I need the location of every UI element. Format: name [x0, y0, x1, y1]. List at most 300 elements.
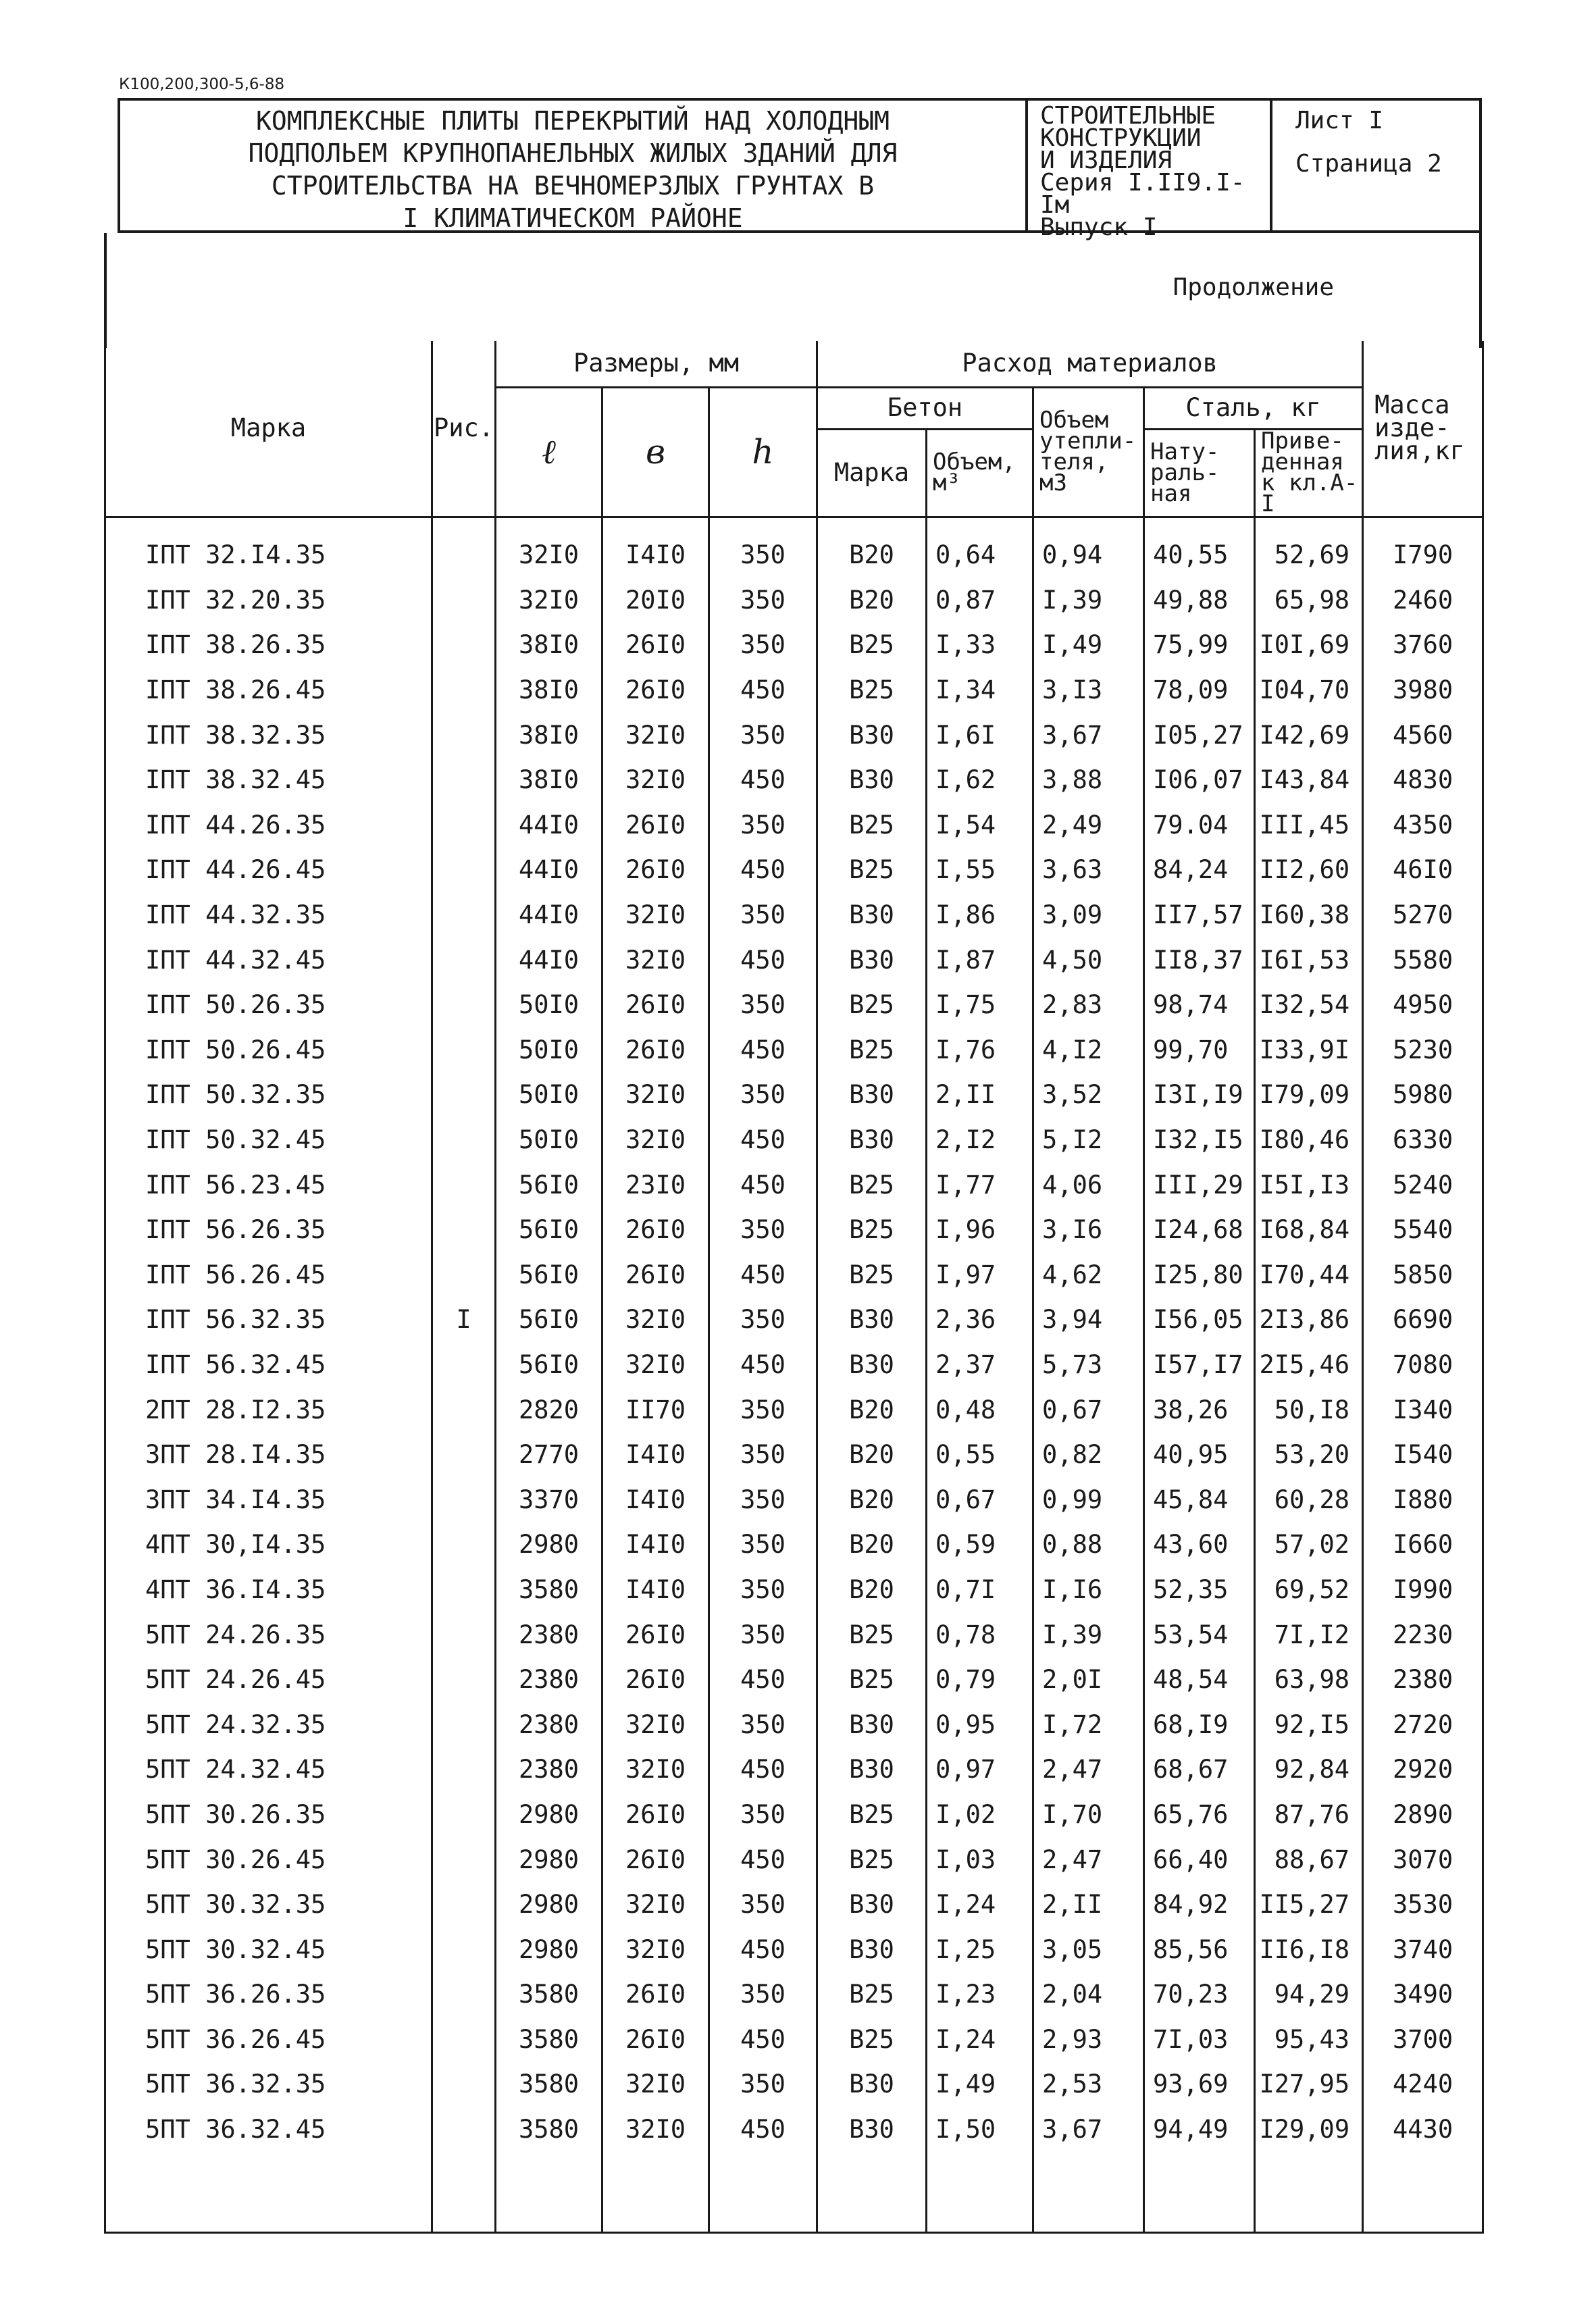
cell-steel-natural: 84,92 [1144, 1882, 1255, 1927]
cell-height: 450 [709, 667, 817, 713]
cell-mark: 5ПТ 30.32.45 [105, 1927, 432, 1972]
filler-cell [1033, 2152, 1144, 2233]
table-row [105, 517, 1483, 577]
cell-concrete-grade: В30 [817, 937, 927, 983]
cell-insulation-volume: 3,88 [1033, 757, 1144, 802]
cell-concrete-grade: В25 [817, 1207, 927, 1252]
table-row [105, 1073, 1483, 1118]
cell-steel-reduced: 52,69 [1255, 517, 1363, 577]
table-row [105, 2062, 1483, 2107]
cell-concrete-volume: I,6I [927, 713, 1033, 758]
cell-steel-reduced: II2,60 [1255, 848, 1363, 893]
cell-insulation-volume: 5,73 [1033, 1342, 1144, 1387]
table-row [105, 1342, 1483, 1387]
cell-width: 32I0 [602, 1297, 709, 1343]
cell-height: 450 [709, 757, 817, 802]
cell-mass: 3740 [1363, 1927, 1483, 1972]
cell-insulation-volume: 5,I2 [1033, 1117, 1144, 1162]
cell-concrete-volume: I,24 [927, 2017, 1033, 2062]
table-body [105, 517, 1483, 2233]
cell-concrete-volume: I,23 [927, 1972, 1033, 2017]
cell-length: 56I0 [496, 1342, 602, 1387]
header-steel: Сталь, кг [1144, 387, 1363, 429]
cell-fig [432, 1747, 496, 1793]
cell-mark: IПТ 50.32.35 [105, 1073, 432, 1118]
cell-concrete-grade: В25 [817, 848, 927, 893]
cell-insulation-volume: 3,67 [1033, 2107, 1144, 2152]
cell-concrete-grade: В25 [817, 1162, 927, 1208]
cell-steel-reduced: I33,9I [1255, 1027, 1363, 1073]
cell-concrete-grade: В30 [817, 2107, 927, 2152]
cell-steel-natural: 68,67 [1144, 1747, 1255, 1793]
cell-mass: 4240 [1363, 2062, 1483, 2107]
cell-mass: I340 [1363, 1387, 1483, 1433]
cell-length: 50I0 [496, 1117, 602, 1162]
table-row [105, 1477, 1483, 1522]
cell-mass: 7080 [1363, 1342, 1483, 1387]
cell-steel-reduced: I60,38 [1255, 892, 1363, 937]
cell-insulation-volume: 0,88 [1033, 1522, 1144, 1568]
page-number: Страница 2 [1295, 150, 1442, 178]
table-row [105, 1297, 1483, 1343]
cell-steel-reduced: 88,67 [1255, 1837, 1363, 1882]
table-row [105, 892, 1483, 937]
cell-height: 350 [709, 1792, 817, 1837]
table-row [105, 1432, 1483, 1477]
filler-cell [709, 2152, 817, 2233]
category-line: И ИЗДЕЛИЯ [1040, 147, 1173, 174]
cell-height: 350 [709, 623, 817, 668]
cell-concrete-volume: 2,I2 [927, 1117, 1033, 1162]
cell-mark: 5ПТ 24.26.45 [105, 1657, 432, 1702]
cell-concrete-grade: В30 [817, 2062, 927, 2107]
cell-steel-reduced: 50,I8 [1255, 1387, 1363, 1433]
cell-length: 2380 [496, 1657, 602, 1702]
cell-insulation-volume: I,49 [1033, 623, 1144, 668]
cell-height: 450 [709, 2107, 817, 2152]
cell-fig [432, 1567, 496, 1612]
cell-fig [432, 1027, 496, 1073]
cell-width: 26I0 [602, 1837, 709, 1882]
cell-mass: 2460 [1363, 577, 1483, 623]
cell-height: 350 [709, 1702, 817, 1747]
cell-height: 350 [709, 577, 817, 623]
cell-concrete-grade: В20 [817, 1477, 927, 1522]
cell-length: 38I0 [496, 623, 602, 668]
cell-concrete-volume: I,03 [927, 1837, 1033, 1882]
table-row [105, 757, 1483, 802]
cell-steel-natural: 78,09 [1144, 667, 1255, 713]
cell-insulation-volume: 0,82 [1033, 1432, 1144, 1477]
cell-width: II70 [602, 1387, 709, 1433]
category-line: СТРОИТЕЛЬНЫЕ [1040, 102, 1216, 130]
cell-length: 3370 [496, 1477, 602, 1522]
cell-mass: 3070 [1363, 1837, 1483, 1882]
header-concrete-volume: Объем, м³ [927, 429, 1033, 517]
cell-height: 350 [709, 1612, 817, 1657]
cell-steel-reduced: I79,09 [1255, 1073, 1363, 1118]
cell-fig [432, 937, 496, 983]
cell-concrete-grade: В25 [817, 1837, 927, 1882]
cell-concrete-volume: I,62 [927, 757, 1033, 802]
cell-mark: IПТ 32.I4.35 [105, 517, 432, 577]
cell-fig [432, 1657, 496, 1702]
cell-insulation-volume: 2,47 [1033, 1837, 1144, 1882]
cell-height: 450 [709, 937, 817, 983]
cell-mark: IПТ 56.26.45 [105, 1252, 432, 1297]
table-row [105, 1747, 1483, 1793]
cell-mass: 6330 [1363, 1117, 1483, 1162]
cell-concrete-volume: 0,48 [927, 1387, 1033, 1433]
cell-steel-natural: 38,26 [1144, 1387, 1255, 1433]
cell-insulation-volume: 2,49 [1033, 802, 1144, 848]
cell-insulation-volume: 4,06 [1033, 1162, 1144, 1208]
cell-concrete-grade: В30 [817, 1117, 927, 1162]
cell-length: 32I0 [496, 517, 602, 577]
cell-fig [432, 1252, 496, 1297]
cell-insulation-volume: 0,94 [1033, 517, 1144, 577]
cell-mass: 4830 [1363, 757, 1483, 802]
cell-mass: 3980 [1363, 667, 1483, 713]
cell-length: 3580 [496, 2107, 602, 2152]
continuation-box [104, 233, 1482, 348]
cell-height: 450 [709, 1837, 817, 1882]
cell-mark: 4ПТ 30,I4.35 [105, 1522, 432, 1568]
cell-height: 350 [709, 713, 817, 758]
cell-concrete-volume: I,97 [927, 1252, 1033, 1297]
cell-length: 56I0 [496, 1252, 602, 1297]
document-title [120, 101, 1025, 233]
cell-height: 350 [709, 1387, 817, 1433]
cell-concrete-grade: В25 [817, 667, 927, 713]
cell-mass: 2920 [1363, 1747, 1483, 1793]
cell-steel-reduced: 2I5,46 [1255, 1342, 1363, 1387]
cell-mark: 5ПТ 24.32.35 [105, 1702, 432, 1747]
cell-mark: 4ПТ 36.I4.35 [105, 1567, 432, 1612]
cell-concrete-grade: В20 [817, 1432, 927, 1477]
cell-height: 450 [709, 1252, 817, 1297]
cell-mark: IПТ 38.32.35 [105, 713, 432, 758]
cell-concrete-volume: I,96 [927, 1207, 1033, 1252]
cell-width: 26I0 [602, 1207, 709, 1252]
cell-steel-reduced: 95,43 [1255, 2017, 1363, 2062]
table-row [105, 848, 1483, 893]
cell-steel-natural: II8,37 [1144, 937, 1255, 983]
cell-height: 350 [709, 1567, 817, 1612]
title-block [118, 98, 1482, 241]
cell-fig [432, 1837, 496, 1882]
table-row [105, 1612, 1483, 1657]
cell-concrete-grade: В30 [817, 1747, 927, 1793]
cell-fig [432, 2062, 496, 2107]
cell-mass: 5850 [1363, 1252, 1483, 1297]
table-row [105, 1207, 1483, 1252]
cell-steel-natural: I05,27 [1144, 713, 1255, 758]
filler-cell [1144, 2152, 1255, 2233]
cell-mass: 5230 [1363, 1027, 1483, 1073]
cell-concrete-grade: В30 [817, 1342, 927, 1387]
cell-length: 2980 [496, 1927, 602, 1972]
cell-mass: 2890 [1363, 1792, 1483, 1837]
title-line: I КЛИМАТИЧЕСКОМ РАЙОНЕ [403, 203, 743, 233]
cell-steel-reduced: 7I,I2 [1255, 1612, 1363, 1657]
cell-insulation-volume: 3,09 [1033, 892, 1144, 937]
cell-insulation-volume: 3,67 [1033, 713, 1144, 758]
cell-steel-natural: 66,40 [1144, 1837, 1255, 1882]
cell-steel-natural: I3I,I9 [1144, 1073, 1255, 1118]
cell-insulation-volume: 4,I2 [1033, 1027, 1144, 1073]
table-row [105, 1117, 1483, 1162]
cell-concrete-grade: В20 [817, 517, 927, 577]
cell-concrete-volume: I,75 [927, 982, 1033, 1027]
cell-steel-reduced: 92,I5 [1255, 1702, 1363, 1747]
header-steel-natural: Нату-раль-ная [1144, 429, 1255, 517]
cell-mass: 4350 [1363, 802, 1483, 848]
cell-mark: 5ПТ 36.32.45 [105, 2107, 432, 2152]
cell-steel-reduced: I32,54 [1255, 982, 1363, 1027]
table-row [105, 1387, 1483, 1433]
header-size-l: ℓ [496, 387, 602, 517]
cell-steel-reduced: 53,20 [1255, 1432, 1363, 1477]
cell-mass: 4430 [1363, 2107, 1483, 2152]
cell-mark: 3ПТ 28.I4.35 [105, 1432, 432, 1477]
cell-width: 26I0 [602, 802, 709, 848]
cell-width: 32I0 [602, 937, 709, 983]
cell-height: 450 [709, 1657, 817, 1702]
cell-concrete-volume: I,25 [927, 1927, 1033, 1972]
cell-steel-natural: 52,35 [1144, 1567, 1255, 1612]
cell-height: 350 [709, 1073, 817, 1118]
cell-steel-reduced: I6I,53 [1255, 937, 1363, 983]
cell-concrete-volume: 0,79 [927, 1657, 1033, 1702]
cell-width: 26I0 [602, 1252, 709, 1297]
cell-concrete-volume: I,50 [927, 2107, 1033, 2152]
cell-insulation-volume: I,72 [1033, 1702, 1144, 1747]
cell-width: 26I0 [602, 1972, 709, 2017]
cell-insulation-volume: 4,50 [1033, 937, 1144, 983]
filler-cell [817, 2152, 927, 2233]
cell-concrete-volume: I,33 [927, 623, 1033, 668]
cell-concrete-volume: I,02 [927, 1792, 1033, 1837]
cell-concrete-volume: I,34 [927, 667, 1033, 713]
cell-steel-reduced: 69,52 [1255, 1567, 1363, 1612]
cell-steel-natural: 49,88 [1144, 577, 1255, 623]
cell-width: 26I0 [602, 1792, 709, 1837]
cell-concrete-volume: I,49 [927, 2062, 1033, 2107]
cell-concrete-grade: В20 [817, 1387, 927, 1433]
cell-mass: 3530 [1363, 1882, 1483, 1927]
cell-width: 26I0 [602, 667, 709, 713]
cell-steel-reduced: 63,98 [1255, 1657, 1363, 1702]
cell-mark: 5ПТ 36.32.35 [105, 2062, 432, 2107]
table-row [105, 1702, 1483, 1747]
cell-concrete-volume: 0,55 [927, 1432, 1033, 1477]
table-row [105, 1792, 1483, 1837]
cell-width: 26I0 [602, 623, 709, 668]
cell-mark: IПТ 44.26.45 [105, 848, 432, 893]
cell-concrete-volume: 0,67 [927, 1477, 1033, 1522]
cell-mark: IПТ 44.32.35 [105, 892, 432, 937]
cell-width: 23I0 [602, 1162, 709, 1208]
cell-concrete-volume: 0,95 [927, 1702, 1033, 1747]
cell-concrete-grade: В25 [817, 1657, 927, 1702]
cell-width: 26I0 [602, 1612, 709, 1657]
cell-mass: 2720 [1363, 1702, 1483, 1747]
category-line: Выпуск I [1040, 213, 1158, 241]
header-concrete: Бетон [817, 387, 1033, 429]
cell-steel-natural: 53,54 [1144, 1612, 1255, 1657]
cell-insulation-volume: 0,67 [1033, 1387, 1144, 1433]
cell-width: 26I0 [602, 982, 709, 1027]
cell-width: 32I0 [602, 1882, 709, 1927]
cell-fig [432, 623, 496, 668]
cell-concrete-volume: 0,7I [927, 1567, 1033, 1612]
cell-height: 350 [709, 1432, 817, 1477]
cell-length: 3580 [496, 2017, 602, 2062]
cell-insulation-volume: I,39 [1033, 577, 1144, 623]
cell-length: 38I0 [496, 713, 602, 758]
cell-concrete-grade: В25 [817, 1792, 927, 1837]
cell-concrete-grade: В30 [817, 1702, 927, 1747]
cell-concrete-volume: I,55 [927, 848, 1033, 893]
cell-steel-natural: I32,I5 [1144, 1117, 1255, 1162]
cell-height: 350 [709, 982, 817, 1027]
cell-mark: 5ПТ 36.26.45 [105, 2017, 432, 2062]
cell-width: 32I0 [602, 1073, 709, 1118]
cell-steel-natural: 48,54 [1144, 1657, 1255, 1702]
cell-steel-reduced: I68,84 [1255, 1207, 1363, 1252]
filler-cell [1363, 2152, 1483, 2233]
cell-steel-natural: I06,07 [1144, 757, 1255, 802]
cell-fig [432, 1162, 496, 1208]
cell-concrete-volume: I,77 [927, 1162, 1033, 1208]
cell-mark: IПТ 56.26.35 [105, 1207, 432, 1252]
cell-steel-natural: 7I,03 [1144, 2017, 1255, 2062]
cell-steel-reduced: I04,70 [1255, 667, 1363, 713]
cell-concrete-volume: I,54 [927, 802, 1033, 848]
cell-length: 2380 [496, 1702, 602, 1747]
materials-table [104, 341, 1484, 2234]
table-row [105, 982, 1483, 1027]
cell-fig [432, 2017, 496, 2062]
cell-mark: 5ПТ 30.32.35 [105, 1882, 432, 1927]
cell-fig [432, 802, 496, 848]
sheet-block [1270, 101, 1479, 230]
cell-steel-natural: 79.04 [1144, 802, 1255, 848]
cell-height: 350 [709, 892, 817, 937]
cell-concrete-grade: В30 [817, 757, 927, 802]
cell-length: 2980 [496, 1792, 602, 1837]
cell-mark: IПТ 38.26.45 [105, 667, 432, 713]
cell-steel-reduced: I0I,69 [1255, 623, 1363, 668]
table-row [105, 667, 1483, 713]
cell-steel-reduced: 65,98 [1255, 577, 1363, 623]
cell-width: 20I0 [602, 577, 709, 623]
cell-mass: 4560 [1363, 713, 1483, 758]
cell-height: 450 [709, 1027, 817, 1073]
cell-insulation-volume: I,70 [1033, 1792, 1144, 1837]
cell-steel-natural: 85,56 [1144, 1927, 1255, 1972]
cell-insulation-volume: 2,04 [1033, 1972, 1144, 2017]
cell-length: 3580 [496, 1567, 602, 1612]
table-row [105, 1252, 1483, 1297]
cell-concrete-grade: В25 [817, 1027, 927, 1073]
cell-width: 26I0 [602, 848, 709, 893]
cell-insulation-volume: 3,52 [1033, 1073, 1144, 1118]
cell-concrete-grade: В30 [817, 1882, 927, 1927]
cell-width: 26I0 [602, 2017, 709, 2062]
header-size-h: h [709, 387, 817, 517]
cell-length: 56I0 [496, 1162, 602, 1208]
cell-length: 2380 [496, 1612, 602, 1657]
cell-mark: 2ПТ 28.I2.35 [105, 1387, 432, 1433]
cell-width: 32I0 [602, 1702, 709, 1747]
cell-length: 2770 [496, 1432, 602, 1477]
cell-steel-natural: 99,70 [1144, 1027, 1255, 1073]
cell-steel-reduced: I42,69 [1255, 713, 1363, 758]
cell-height: 450 [709, 2017, 817, 2062]
cell-mark: 5ПТ 30.26.45 [105, 1837, 432, 1882]
cell-mass: 2380 [1363, 1657, 1483, 1702]
cell-fig [432, 757, 496, 802]
cell-fig [432, 1117, 496, 1162]
cell-insulation-volume: 3,I3 [1033, 667, 1144, 713]
cell-steel-natural: 93,69 [1144, 2062, 1255, 2107]
cell-mass: I880 [1363, 1477, 1483, 1522]
cell-height: 450 [709, 1927, 817, 1972]
cell-mark: 3ПТ 34.I4.35 [105, 1477, 432, 1522]
cell-steel-reduced: I43,84 [1255, 757, 1363, 802]
cell-mark: 5ПТ 30.26.35 [105, 1792, 432, 1837]
cell-fig [432, 2107, 496, 2152]
cell-fig [432, 1702, 496, 1747]
cell-mark: 5ПТ 36.26.35 [105, 1972, 432, 2017]
cell-steel-reduced: I80,46 [1255, 1117, 1363, 1162]
filler-cell [496, 2152, 602, 2233]
cell-insulation-volume: 2,93 [1033, 2017, 1144, 2062]
cell-concrete-grade: В25 [817, 623, 927, 668]
cell-concrete-volume: I,86 [927, 892, 1033, 937]
cell-concrete-grade: В25 [817, 982, 927, 1027]
cell-mass: 3490 [1363, 1972, 1483, 2017]
cell-width: I4I0 [602, 1432, 709, 1477]
table-row [105, 1657, 1483, 1702]
cell-width: 26I0 [602, 1657, 709, 1702]
cell-steel-natural: I57,I7 [1144, 1342, 1255, 1387]
title-line: СТРОИТЕЛЬСТВА НА ВЕЧНОМЕРЗЛЫХ ГРУНТАХ В [271, 171, 875, 201]
cell-height: 350 [709, 1522, 817, 1568]
cell-height: 350 [709, 1882, 817, 1927]
cell-width: I4I0 [602, 1522, 709, 1568]
cell-length: 50I0 [496, 1073, 602, 1118]
cell-length: 38I0 [496, 757, 602, 802]
filler-cell [602, 2152, 709, 2233]
cell-steel-natural: 40,55 [1144, 517, 1255, 577]
cell-mark: IПТ 50.26.45 [105, 1027, 432, 1073]
cell-concrete-grade: В25 [817, 2017, 927, 2062]
cell-concrete-grade: В30 [817, 892, 927, 937]
cell-height: 450 [709, 1747, 817, 1793]
header-size-b: в [602, 387, 709, 517]
cell-length: 2820 [496, 1387, 602, 1433]
table-row [105, 623, 1483, 668]
cell-concrete-grade: В30 [817, 713, 927, 758]
table-row [105, 1522, 1483, 1568]
cell-steel-natural: III,29 [1144, 1162, 1255, 1208]
table-row [105, 1162, 1483, 1208]
cell-length: 2980 [496, 1522, 602, 1568]
cell-steel-natural: 75,99 [1144, 623, 1255, 668]
